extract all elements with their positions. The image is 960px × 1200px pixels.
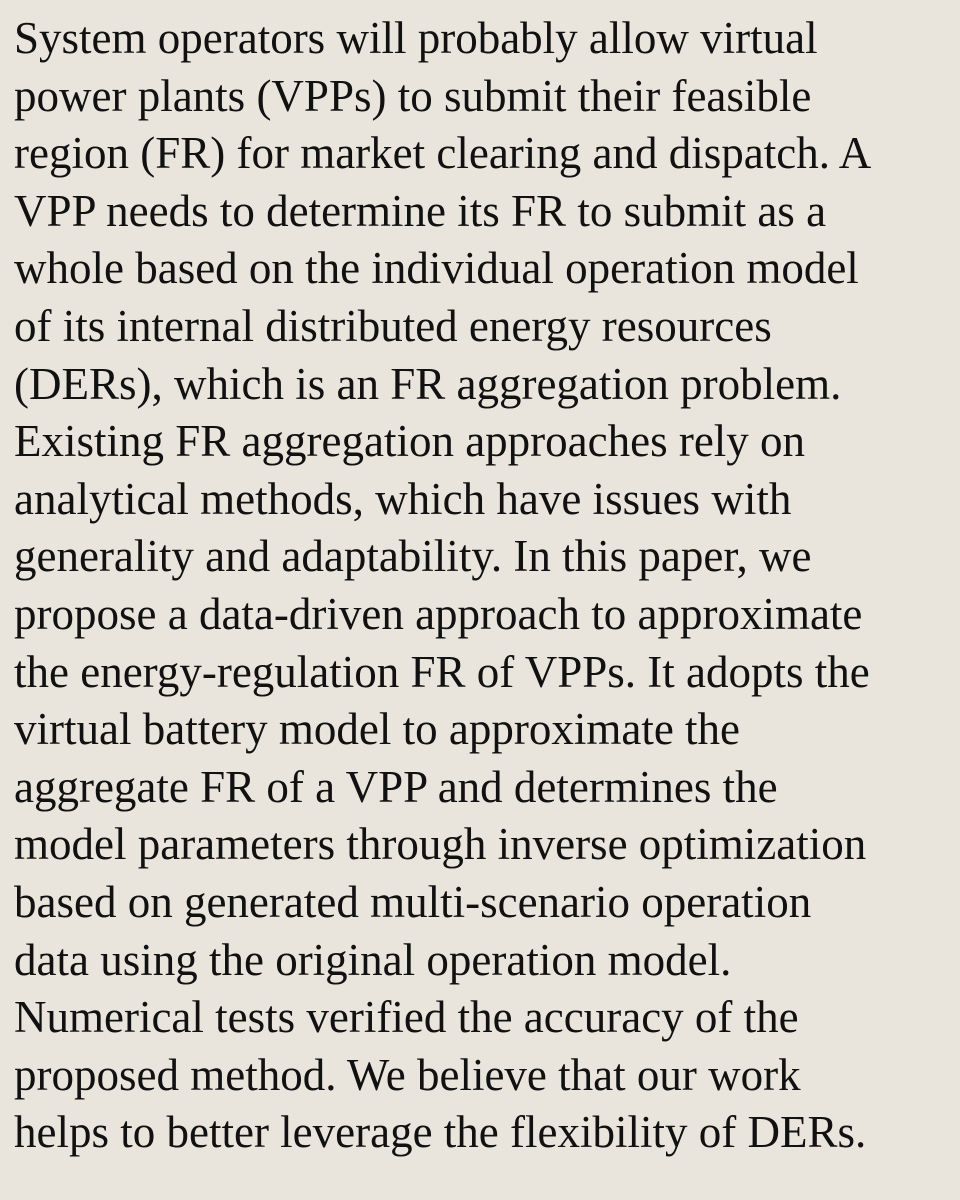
text-line: VPP needs to determine its FR to submit as a xyxy=(14,185,827,236)
text-line: the energy-regulation FR of VPPs. It adopts the xyxy=(14,646,870,697)
text-line: propose a data-driven approach to approximate xyxy=(14,588,863,639)
text-line: virtual battery model to approximate the xyxy=(14,704,741,755)
text-line: proposed method. We believe that our work xyxy=(14,1049,801,1100)
text-line: data using the original operation model. xyxy=(14,934,732,985)
abstract-text xyxy=(14,10,946,1162)
text-line: (DERs), which is an FR aggregation problem. xyxy=(14,358,842,409)
text-line: region (FR) for market clearing and dispatch. A xyxy=(14,128,872,179)
text-line: model parameters through inverse optimization xyxy=(14,819,867,870)
text-line: System operators will probably allow virtual xyxy=(14,13,818,63)
text-line: based on generated multi-scenario operation xyxy=(14,876,812,927)
text-line: Numerical tests verified the accuracy of the xyxy=(14,992,799,1043)
text-line: whole based on the individual operation model xyxy=(14,243,859,294)
text-line: aggregate FR of a VPP and determines the xyxy=(14,761,778,812)
text-line: of its internal distributed energy resources xyxy=(14,300,772,351)
text-line: Existing FR aggregation approaches rely on xyxy=(14,416,806,467)
text-line: power plants (VPPs) to submit their feasible xyxy=(14,70,812,121)
text-line: generality and adaptability. In this paper, we xyxy=(14,531,812,582)
text-line: helps to better leverage the flexibility of DERs. xyxy=(14,1107,867,1158)
text-line: analytical methods, which have issues with xyxy=(14,473,792,524)
